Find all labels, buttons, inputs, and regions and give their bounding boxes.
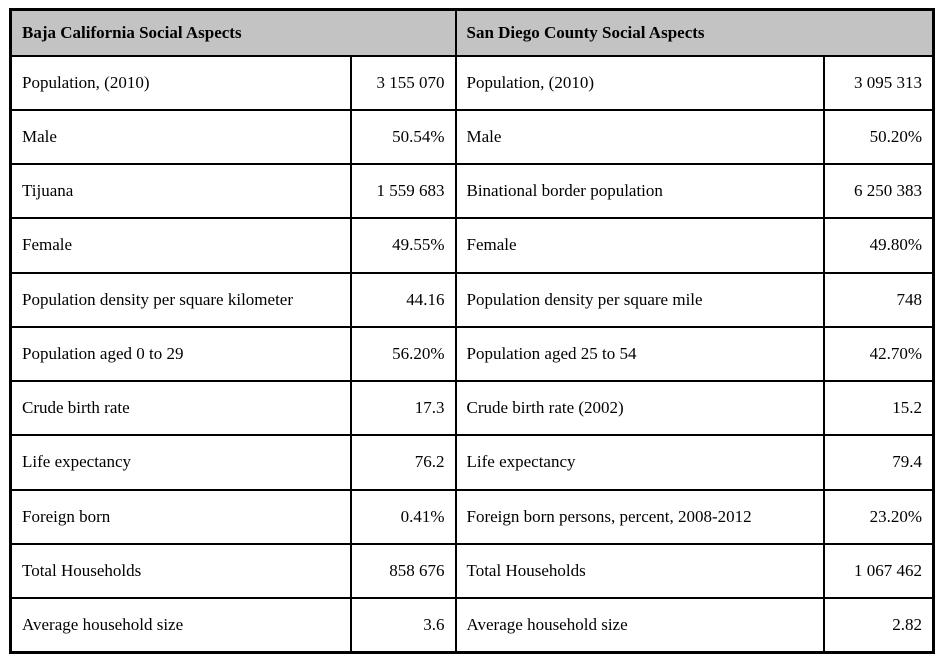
row-value-left: 49.55% bbox=[351, 218, 456, 272]
row-value-right: 1 067 462 bbox=[824, 544, 934, 598]
row-value-left: 1 559 683 bbox=[351, 164, 456, 218]
header-san-diego: San Diego County Social Aspects bbox=[456, 10, 934, 56]
table-row bbox=[11, 544, 934, 598]
row-value-right: 23.20% bbox=[824, 490, 934, 544]
row-label-right: Population aged 25 to 54 bbox=[456, 327, 824, 381]
row-value-left: 56.20% bbox=[351, 327, 456, 381]
row-label-left: Tijuana bbox=[11, 164, 351, 218]
table-row bbox=[11, 110, 934, 164]
row-label-left: Crude birth rate bbox=[11, 381, 351, 435]
row-label-left: Foreign born bbox=[11, 490, 351, 544]
row-label-left: Population density per square kilometer bbox=[11, 273, 351, 327]
row-label-left: Male bbox=[11, 110, 351, 164]
table-row bbox=[11, 164, 934, 218]
row-value-right: 748 bbox=[824, 273, 934, 327]
row-label-right: Average household size bbox=[456, 598, 824, 652]
row-label-left: Population, (2010) bbox=[11, 56, 351, 110]
comparison-table bbox=[9, 8, 935, 654]
header-row bbox=[11, 10, 934, 56]
table-row bbox=[11, 327, 934, 381]
row-value-right: 49.80% bbox=[824, 218, 934, 272]
row-label-left: Total Households bbox=[11, 544, 351, 598]
row-value-right: 42.70% bbox=[824, 327, 934, 381]
row-value-right: 3 095 313 bbox=[824, 56, 934, 110]
row-value-left: 3 155 070 bbox=[351, 56, 456, 110]
row-value-left: 50.54% bbox=[351, 110, 456, 164]
row-value-left: 3.6 bbox=[351, 598, 456, 652]
row-value-left: 17.3 bbox=[351, 381, 456, 435]
table-row bbox=[11, 490, 934, 544]
row-label-right: Binational border population bbox=[456, 164, 824, 218]
row-label-left: Average household size bbox=[11, 598, 351, 652]
table-row bbox=[11, 273, 934, 327]
row-value-left: 0.41% bbox=[351, 490, 456, 544]
row-label-left: Life expectancy bbox=[11, 435, 351, 489]
row-label-right: Population, (2010) bbox=[456, 56, 824, 110]
row-label-left: Female bbox=[11, 218, 351, 272]
row-value-left: 44.16 bbox=[351, 273, 456, 327]
row-label-right: Male bbox=[456, 110, 824, 164]
table-row bbox=[11, 435, 934, 489]
row-value-right: 50.20% bbox=[824, 110, 934, 164]
row-label-right: Female bbox=[456, 218, 824, 272]
row-label-right: Life expectancy bbox=[456, 435, 824, 489]
row-value-right: 6 250 383 bbox=[824, 164, 934, 218]
row-value-right: 15.2 bbox=[824, 381, 934, 435]
header-baja-california: Baja California Social Aspects bbox=[11, 10, 456, 56]
row-value-right: 2.82 bbox=[824, 598, 934, 652]
row-value-right: 79.4 bbox=[824, 435, 934, 489]
table-row bbox=[11, 381, 934, 435]
row-value-left: 76.2 bbox=[351, 435, 456, 489]
row-label-right: Crude birth rate (2002) bbox=[456, 381, 824, 435]
row-value-left: 858 676 bbox=[351, 544, 456, 598]
table-row bbox=[11, 218, 934, 272]
row-label-right: Population density per square mile bbox=[456, 273, 824, 327]
table-row bbox=[11, 598, 934, 652]
row-label-left: Population aged 0 to 29 bbox=[11, 327, 351, 381]
row-label-right: Total Households bbox=[456, 544, 824, 598]
row-label-right: Foreign born persons, percent, 2008-2012 bbox=[456, 490, 824, 544]
table-row bbox=[11, 56, 934, 110]
